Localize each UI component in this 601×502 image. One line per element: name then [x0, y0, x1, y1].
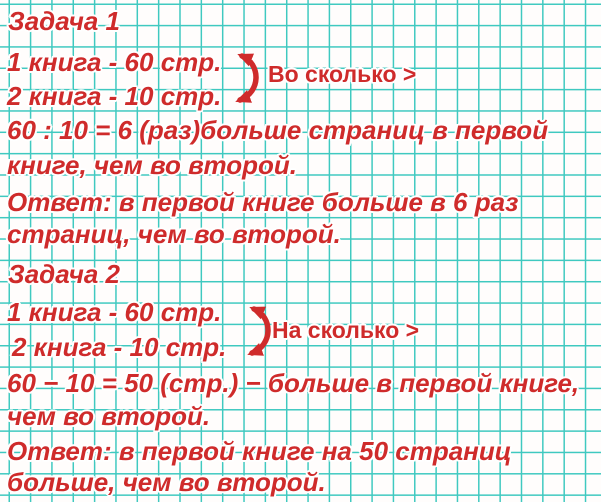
task2-given-line-2: 2 книга - 10 стр. — [12, 332, 227, 362]
task2-given-line-1: 1 книга - 60 стр. — [7, 297, 222, 327]
task1-answer-line-2: страниц, чем во второй. — [7, 219, 341, 249]
task1-solution-line-1: 60 : 10 = 6 (раз)больше страниц в первой — [7, 115, 549, 145]
task2-solution-line-2: чем во второй. — [7, 401, 211, 431]
task2-title: Задача 2 — [8, 259, 121, 289]
task2-answer-line-2: больше, чем во второй. — [7, 467, 326, 497]
curly-arrow-brace-icon — [229, 47, 269, 109]
task1-given-line-1: 1 книга - 60 стр. — [7, 47, 222, 77]
task2-solution-line-1: 60 − 10 = 50 (стр.) − больше в первой книге, — [7, 368, 580, 398]
task1-comparison-label: Во сколько > — [268, 61, 417, 87]
task1-title: Задача 1 — [8, 6, 121, 36]
task1-given-line-2: 2 книга - 10 стр. — [7, 81, 222, 111]
task1-solution-line-2: книге, чем во второй. — [7, 150, 298, 180]
task1-answer-line-1: Ответ: в первой книге больше в 6 раз — [7, 187, 519, 217]
task2-comparison-label: На сколько > — [272, 317, 420, 343]
task2-answer-line-1: Ответ: в первой книге на 50 страниц — [7, 436, 512, 466]
